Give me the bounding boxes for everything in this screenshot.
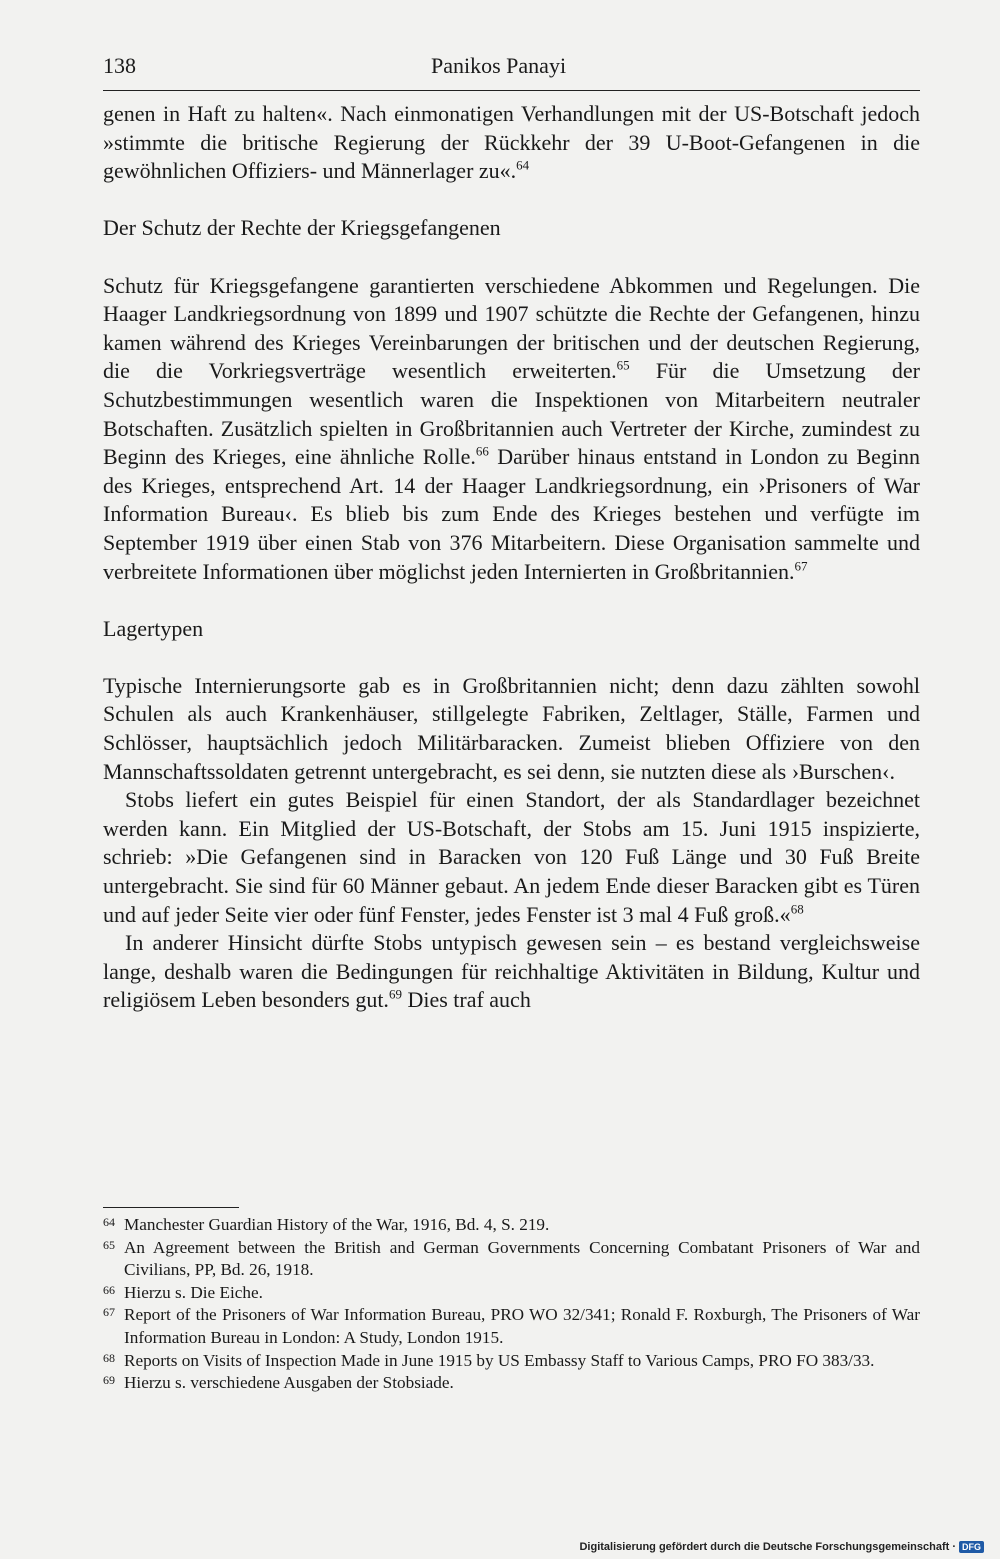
body-text: [103, 100, 920, 1015]
page-number: 138: [103, 53, 136, 78]
running-head: Panikos Panayi: [431, 53, 567, 78]
footnote-ref-66[interactable]: 66: [475, 443, 489, 459]
footnote-divider: [103, 1207, 239, 1208]
section-heading-camp-types: Lagertypen: [103, 615, 204, 641]
paragraph-3: Typische Internierungsorte gab es in Großbritannien nicht; denn dazu zählten sowohl Schulen als auch Krankenhäuser, stillgelegte Fabriken, Zeltlager, Ställe, Farmen und Schlösser, hauptsächlich jedoch Militärbaracken. Zumeist blieben Offiziere von den Mannschaftssoldaten getrennt untergebracht, es sei denn, sie nutzten diese als ›Burschen‹.: [103, 672, 920, 784]
footnote-ref-69[interactable]: 69: [388, 987, 402, 1003]
page-header: [103, 50, 920, 91]
paragraph-5: In anderer Hinsicht dürfte Stobs untypisch gewesen sein – es bestand vergleichsweise lange, deshalb waren die Bedingungen für reichhaltige Aktivitäten in Bildung, Kultur und religiösem Leben besonders gut.$^{69}$ Dies traf auch: [103, 930, 920, 1013]
footnote-69: 69 Hierzu s. verschiedene Ausgaben der Stobsiade.: [103, 1373, 454, 1393]
paragraph-1: genen in Haft zu halten«. Nach einmonatigen Verhandlungen mit der US-Botschaft jedoch »stimmte die britische Regierung der Rückkehr der 39 U-Boot-Gefangenen in die gewöhnlichen Offiziers- und Männerlager zu«.$^{64}$: [103, 101, 920, 184]
footnote-ref-65[interactable]: 65: [616, 358, 630, 374]
footnote-ref-64[interactable]: 64: [516, 157, 530, 173]
paragraph-2: Schutz für Kriegsgefangene garantierten verschiedene Abkommen und Regelungen. Die Haager Landkriegsordnung von 1899 und 1907 schützte die Rechte der Gefangenen, hinzu kamen während des Krieges Vereinbarungen der britischen und der deutschen Regierung, die die Vorkriegsverträge wesentlich erweiterten.$^{65}$ Für die Umsetzung der Schutzbestimmungen wesentlich waren die Inspektionen von Mitarbeitern neutraler Botschaften. Zusätzlich spielten in Großbritannien auch Vertreter der Kirche, zumindest zu Beginn des Krieges, eine ähnliche Rolle.$^{66}$ Darüber hinaus entstand in London zu Beginn des Krieges, entsprechend Art. 14 der Haager Landkriegsordnung, ein ›Prisoners of War Information Bureau‹. Es blieb bis zum Ende des Krieges bestehen und verfügte im September 1919 über einen Stab von 376 Mitarbeitern. Diese Organisation sammelte und verbreitete Informationen über möglichst jeden Internierten in Großbritannien.$^{67}$: [103, 272, 920, 584]
section-heading-rights: Der Schutz der Rechte der Kriegsgefangenen: [103, 215, 501, 241]
digitization-credit: [579, 1541, 984, 1553]
footnote-67: 67 Report of the Prisoners of War Information Bureau, PRO WO 32/341; Ronald F. Roxburgh, The Prisoners of War Information Bureau in London: A Study, London 1915.: [103, 1305, 920, 1347]
footnote-66: 66 Hierzu s. Die Eiche.: [103, 1282, 263, 1302]
paragraph-4: Stobs liefert ein gutes Beispiel für einen Standort, der als Standardlager bezeichnet werden kann. Ein Mitglied der US-Botschaft, der Stobs am 15. Juni 1915 inspizierte, schrieb: »Die Gefangenen sind in Baracken von 120 Fuß Länge und 30 Fuß Breite untergebracht. Sie sind für 60 Männer gebaut. An jedem Ende dieser Baracken gibt es Türen und auf jeder Seite vier oder fünf Fenster, jedes Fenster ist 3 mal 4 Fuß groß.«$^{68}$: [103, 787, 920, 927]
footnote-64: 64 Manchester Guardian History of the War, 1916, Bd. 4, S. 219.: [103, 1215, 550, 1234]
footnote-ref-67[interactable]: 67: [794, 558, 808, 574]
footnote-68: 68 Reports on Visits of Inspection Made in June 1915 by US Embassy Staff to Various Camps, PRO FO 383/33.: [103, 1350, 875, 1370]
footnote-ref-68[interactable]: 68: [790, 901, 804, 917]
footnote-65: 65 An Agreement between the British and German Governments Concerning Combatant Prisoners of War and Civilians, PP, Bd. 26, 1918.: [103, 1237, 920, 1280]
credit-text: Digitalisierung gefördert durch die Deutsche Forschungsgemeinschaft ·: [579, 1541, 956, 1553]
dfg-logo: DFG: [959, 1541, 984, 1553]
footnotes: [103, 1214, 920, 1395]
